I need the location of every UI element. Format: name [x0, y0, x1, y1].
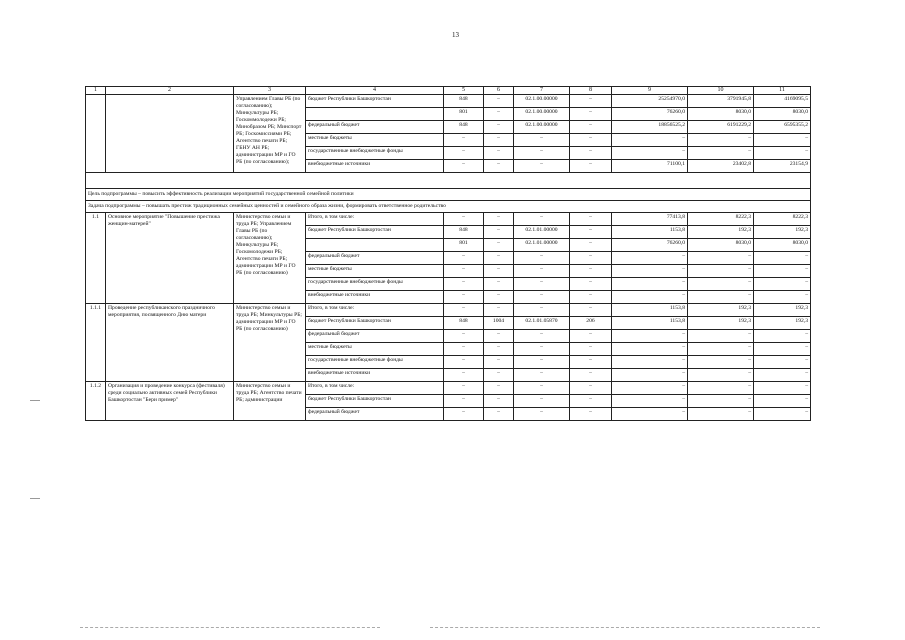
value-c7: 02.1.00.00000 [514, 95, 570, 108]
value-c5: – [444, 394, 484, 407]
item-number: 1.1 [86, 212, 106, 303]
task-row [86, 200, 811, 212]
goal-row [86, 189, 811, 201]
column-number-cell: 3 [234, 87, 306, 95]
executor-cell: Министерство семьи и труда РБ; Агентство печати РБ; администрации [234, 381, 306, 420]
value-c8: – [570, 277, 612, 290]
value-c7: – [514, 290, 570, 303]
column-number-cell: 5 [444, 87, 484, 95]
value-c11: – [754, 147, 811, 160]
value-c10: – [688, 329, 754, 342]
funding-source: федеральный бюджет [306, 407, 444, 420]
value-c9: 25254970,0 [612, 95, 688, 108]
value-c5: 848 [444, 121, 484, 134]
value-c6: – [484, 251, 514, 264]
value-c5: 801 [444, 108, 484, 121]
value-c8: – [570, 147, 612, 160]
value-c10: – [688, 277, 754, 290]
value-c5: – [444, 160, 484, 173]
value-c9: 77413,8 [612, 212, 688, 225]
value-c7: – [514, 394, 570, 407]
value-c7: – [514, 251, 570, 264]
value-c7: – [514, 212, 570, 225]
funding-source: государственные внебюджетные фонды [306, 355, 444, 368]
table-row [86, 212, 811, 225]
funding-source: бюджет Республики Башкортостан [306, 225, 444, 238]
funding-source: местные бюджеты [306, 342, 444, 355]
item-number: 1.1.2 [86, 381, 106, 420]
value-c5: – [444, 264, 484, 277]
value-c9: 71100,1 [612, 160, 688, 173]
value-c11: – [754, 368, 811, 381]
value-c9: 76260,0 [612, 108, 688, 121]
funding-source [306, 108, 444, 121]
value-c10: – [688, 355, 754, 368]
spacer-cell [86, 173, 811, 189]
value-c7: 02.1.01.00000 [514, 225, 570, 238]
value-c11: 23154,9 [754, 160, 811, 173]
funding-source: внебюджетные источники [306, 290, 444, 303]
value-c10: – [688, 368, 754, 381]
value-c8: – [570, 329, 612, 342]
funding-source: федеральный бюджет [306, 251, 444, 264]
value-c10: – [688, 407, 754, 420]
value-c11: 4169095,5 [754, 95, 811, 108]
value-c6: – [484, 160, 514, 173]
value-c11: 8222,3 [754, 212, 811, 225]
value-c8: – [570, 394, 612, 407]
value-c6: – [484, 264, 514, 277]
value-c6: – [484, 225, 514, 238]
value-c6: – [484, 238, 514, 251]
item-number [86, 95, 106, 173]
value-c11: 192,3 [754, 303, 811, 316]
value-c10: – [688, 264, 754, 277]
value-c11: – [754, 394, 811, 407]
value-c10: – [688, 290, 754, 303]
page-number: 13 [452, 31, 459, 39]
column-number-cell: 4 [306, 87, 444, 95]
funding-source: местные бюджеты [306, 134, 444, 147]
value-c9: – [612, 277, 688, 290]
spacer-row [86, 173, 811, 189]
funding-source: внебюджетные источники [306, 160, 444, 173]
value-c6: 1004 [484, 316, 514, 329]
value-c9: – [612, 394, 688, 407]
value-c7: – [514, 134, 570, 147]
value-c10: 8030,0 [688, 238, 754, 251]
value-c5: – [444, 303, 484, 316]
value-c7: 02.1.01.00000 [514, 238, 570, 251]
value-c6: – [484, 394, 514, 407]
value-c7: 02.1.00.00000 [514, 108, 570, 121]
value-c5: – [444, 134, 484, 147]
value-c5: – [444, 147, 484, 160]
value-c6: – [484, 212, 514, 225]
column-number-cell: 2 [106, 87, 234, 95]
value-c7: – [514, 303, 570, 316]
value-c9: – [612, 381, 688, 394]
value-c7: – [514, 355, 570, 368]
value-c10: 192,3 [688, 316, 754, 329]
value-c6: – [484, 381, 514, 394]
value-c11: 192,3 [754, 225, 811, 238]
value-c9: 1153,8 [612, 303, 688, 316]
value-c5: – [444, 342, 484, 355]
scan-artifact-line [430, 627, 820, 629]
value-c11: – [754, 329, 811, 342]
value-c6: – [484, 134, 514, 147]
value-c5: – [444, 251, 484, 264]
value-c10: 8030,0 [688, 108, 754, 121]
value-c9: – [612, 329, 688, 342]
value-c11: 6595355,2 [754, 121, 811, 134]
value-c7: – [514, 368, 570, 381]
value-c11: – [754, 277, 811, 290]
value-c9: 18856525,2 [612, 121, 688, 134]
table-row [86, 381, 811, 394]
value-c6: – [484, 95, 514, 108]
value-c9: – [612, 368, 688, 381]
item-name: Организация и проведение конкурса (фестиваля) среди социально активных семей Республики Башкортостан "Бери пример" [106, 381, 234, 420]
value-c6: – [484, 277, 514, 290]
value-c10: – [688, 381, 754, 394]
column-number-cell: 6 [484, 87, 514, 95]
value-c11: 192,3 [754, 316, 811, 329]
value-c8: – [570, 407, 612, 420]
value-c11: – [754, 355, 811, 368]
funding-source: федеральный бюджет [306, 329, 444, 342]
value-c10: 8222,3 [688, 212, 754, 225]
value-c8: 206 [570, 316, 612, 329]
value-c8: – [570, 134, 612, 147]
value-c10: 192,3 [688, 225, 754, 238]
value-c9: – [612, 342, 688, 355]
value-c8: – [570, 160, 612, 173]
value-c8: – [570, 225, 612, 238]
value-c11: – [754, 407, 811, 420]
value-c9: – [612, 290, 688, 303]
funding-source: бюджет Республики Башкортостан [306, 95, 444, 108]
funding-source: бюджет Республики Башкортостан [306, 394, 444, 407]
column-number-cell: 9 [612, 87, 688, 95]
column-number-cell: 10 [688, 87, 754, 95]
value-c6: – [484, 342, 514, 355]
value-c9: – [612, 264, 688, 277]
value-c10: – [688, 394, 754, 407]
value-c6: – [484, 303, 514, 316]
value-c10: – [688, 342, 754, 355]
value-c5: 848 [444, 95, 484, 108]
value-c5: – [444, 212, 484, 225]
column-number-cell: 11 [754, 87, 811, 95]
value-c7: – [514, 147, 570, 160]
funding-source: Итого, в том числе: [306, 381, 444, 394]
value-c8: – [570, 212, 612, 225]
value-c10: 23402,8 [688, 160, 754, 173]
funding-source: федеральный бюджет [306, 121, 444, 134]
value-c9: – [612, 355, 688, 368]
value-c5: – [444, 355, 484, 368]
executor-cell: Министерство семьи и труда РБ; Управлением Главы РБ (по согласованию); Минкультуры РБ; Госкомолодежи РБ; Агентство печати РБ; администрации МР и ГО РБ (по согласованию) [234, 212, 306, 303]
value-c9: 1153,8 [612, 316, 688, 329]
value-c5: – [444, 329, 484, 342]
value-c7: 02.1.00.00000 [514, 121, 570, 134]
executor-cell: Управлением Главы РБ (по согласованию); Минкультуры РБ; Госкоммолодежи РБ; Минобразом РБ; Минспорт РБ; Госкомиссиями РБ; Агентство печати РБ; ГБНУ АН РБ; администрации МР и ГО РБ (по согласованию); [234, 95, 306, 173]
budget-table-sheet [85, 86, 810, 421]
value-c6: – [484, 121, 514, 134]
value-c7: – [514, 342, 570, 355]
value-c7: – [514, 329, 570, 342]
item-name: Основное мероприятие "Повышение престижа женщин-матерей" [106, 212, 234, 303]
item-name [106, 95, 234, 173]
scan-artifact-line [80, 627, 380, 629]
funding-source [306, 238, 444, 251]
value-c11: – [754, 264, 811, 277]
value-c11: – [754, 251, 811, 264]
value-c9: – [612, 251, 688, 264]
value-c9: 1153,8 [612, 225, 688, 238]
value-c7: – [514, 277, 570, 290]
funding-source: бюджет Республики Башкортостан [306, 316, 444, 329]
value-c8: – [570, 368, 612, 381]
value-c10: – [688, 134, 754, 147]
value-c7: – [514, 264, 570, 277]
value-c9: – [612, 134, 688, 147]
value-c9: – [612, 147, 688, 160]
value-c8: – [570, 238, 612, 251]
value-c10: 6191229,2 [688, 121, 754, 134]
goal-text: Цель подпрограммы – повысить эффективность реализации мероприятий государственной семейной политики [86, 189, 811, 201]
value-c11: 8030,0 [754, 238, 811, 251]
funding-source: государственные внебюджетные фонды [306, 277, 444, 290]
value-c5: – [444, 381, 484, 394]
value-c11: – [754, 134, 811, 147]
funding-source: государственные внебюджетные фонды [306, 147, 444, 160]
value-c5: – [444, 277, 484, 290]
column-number-cell: 1 [86, 87, 106, 95]
value-c11: 8030,0 [754, 108, 811, 121]
value-c8: – [570, 355, 612, 368]
table-row [86, 303, 811, 316]
value-c6: – [484, 290, 514, 303]
value-c5: 801 [444, 238, 484, 251]
executor-cell: Министерство семьи и труда РБ; Минкультуры РБ; администрации МР и ГО РБ (по согласованию) [234, 303, 306, 381]
column-number-cell: 8 [570, 87, 612, 95]
value-c9: – [612, 407, 688, 420]
value-c8: – [570, 95, 612, 108]
budget-table [85, 86, 811, 421]
value-c5: 848 [444, 225, 484, 238]
column-number-cell: 7 [514, 87, 570, 95]
value-c8: – [570, 251, 612, 264]
value-c11: – [754, 342, 811, 355]
value-c10: 192,3 [688, 303, 754, 316]
value-c8: – [570, 290, 612, 303]
funding-source: Итого, в том числе: [306, 212, 444, 225]
task-text: Задача подпрограммы – повышать престиж традиционных семейных ценностей и семейного образа жизни, формировать ответственное родительство [86, 200, 811, 212]
funding-source: Итого, в том числе: [306, 303, 444, 316]
value-c10: – [688, 147, 754, 160]
value-c6: – [484, 407, 514, 420]
value-c6: – [484, 329, 514, 342]
value-c5: 848 [444, 316, 484, 329]
table-row [86, 95, 811, 108]
value-c6: – [484, 355, 514, 368]
margin-mark [30, 498, 40, 499]
value-c8: – [570, 342, 612, 355]
value-c8: – [570, 264, 612, 277]
value-c8: – [570, 381, 612, 394]
value-c8: – [570, 108, 612, 121]
value-c9: 76260,0 [612, 238, 688, 251]
value-c5: – [444, 290, 484, 303]
item-number: 1.1.1 [86, 303, 106, 381]
funding-source: внебюджетные источники [306, 368, 444, 381]
item-name: Проведение республиканского праздничного мероприятия, посвященного Дню матери [106, 303, 234, 381]
funding-source: местные бюджеты [306, 264, 444, 277]
value-c7: – [514, 407, 570, 420]
value-c6: – [484, 368, 514, 381]
value-c7: – [514, 160, 570, 173]
value-c5: – [444, 368, 484, 381]
value-c7: – [514, 381, 570, 394]
value-c8: – [570, 303, 612, 316]
value-c11: – [754, 381, 811, 394]
value-c11: – [754, 290, 811, 303]
column-number-row [86, 87, 811, 95]
value-c8: – [570, 121, 612, 134]
value-c5: – [444, 407, 484, 420]
value-c6: – [484, 108, 514, 121]
value-c7: 02.1.01.05870 [514, 316, 570, 329]
value-c10: 3791945,8 [688, 95, 754, 108]
margin-mark [30, 400, 40, 401]
value-c6: – [484, 147, 514, 160]
value-c10: – [688, 251, 754, 264]
